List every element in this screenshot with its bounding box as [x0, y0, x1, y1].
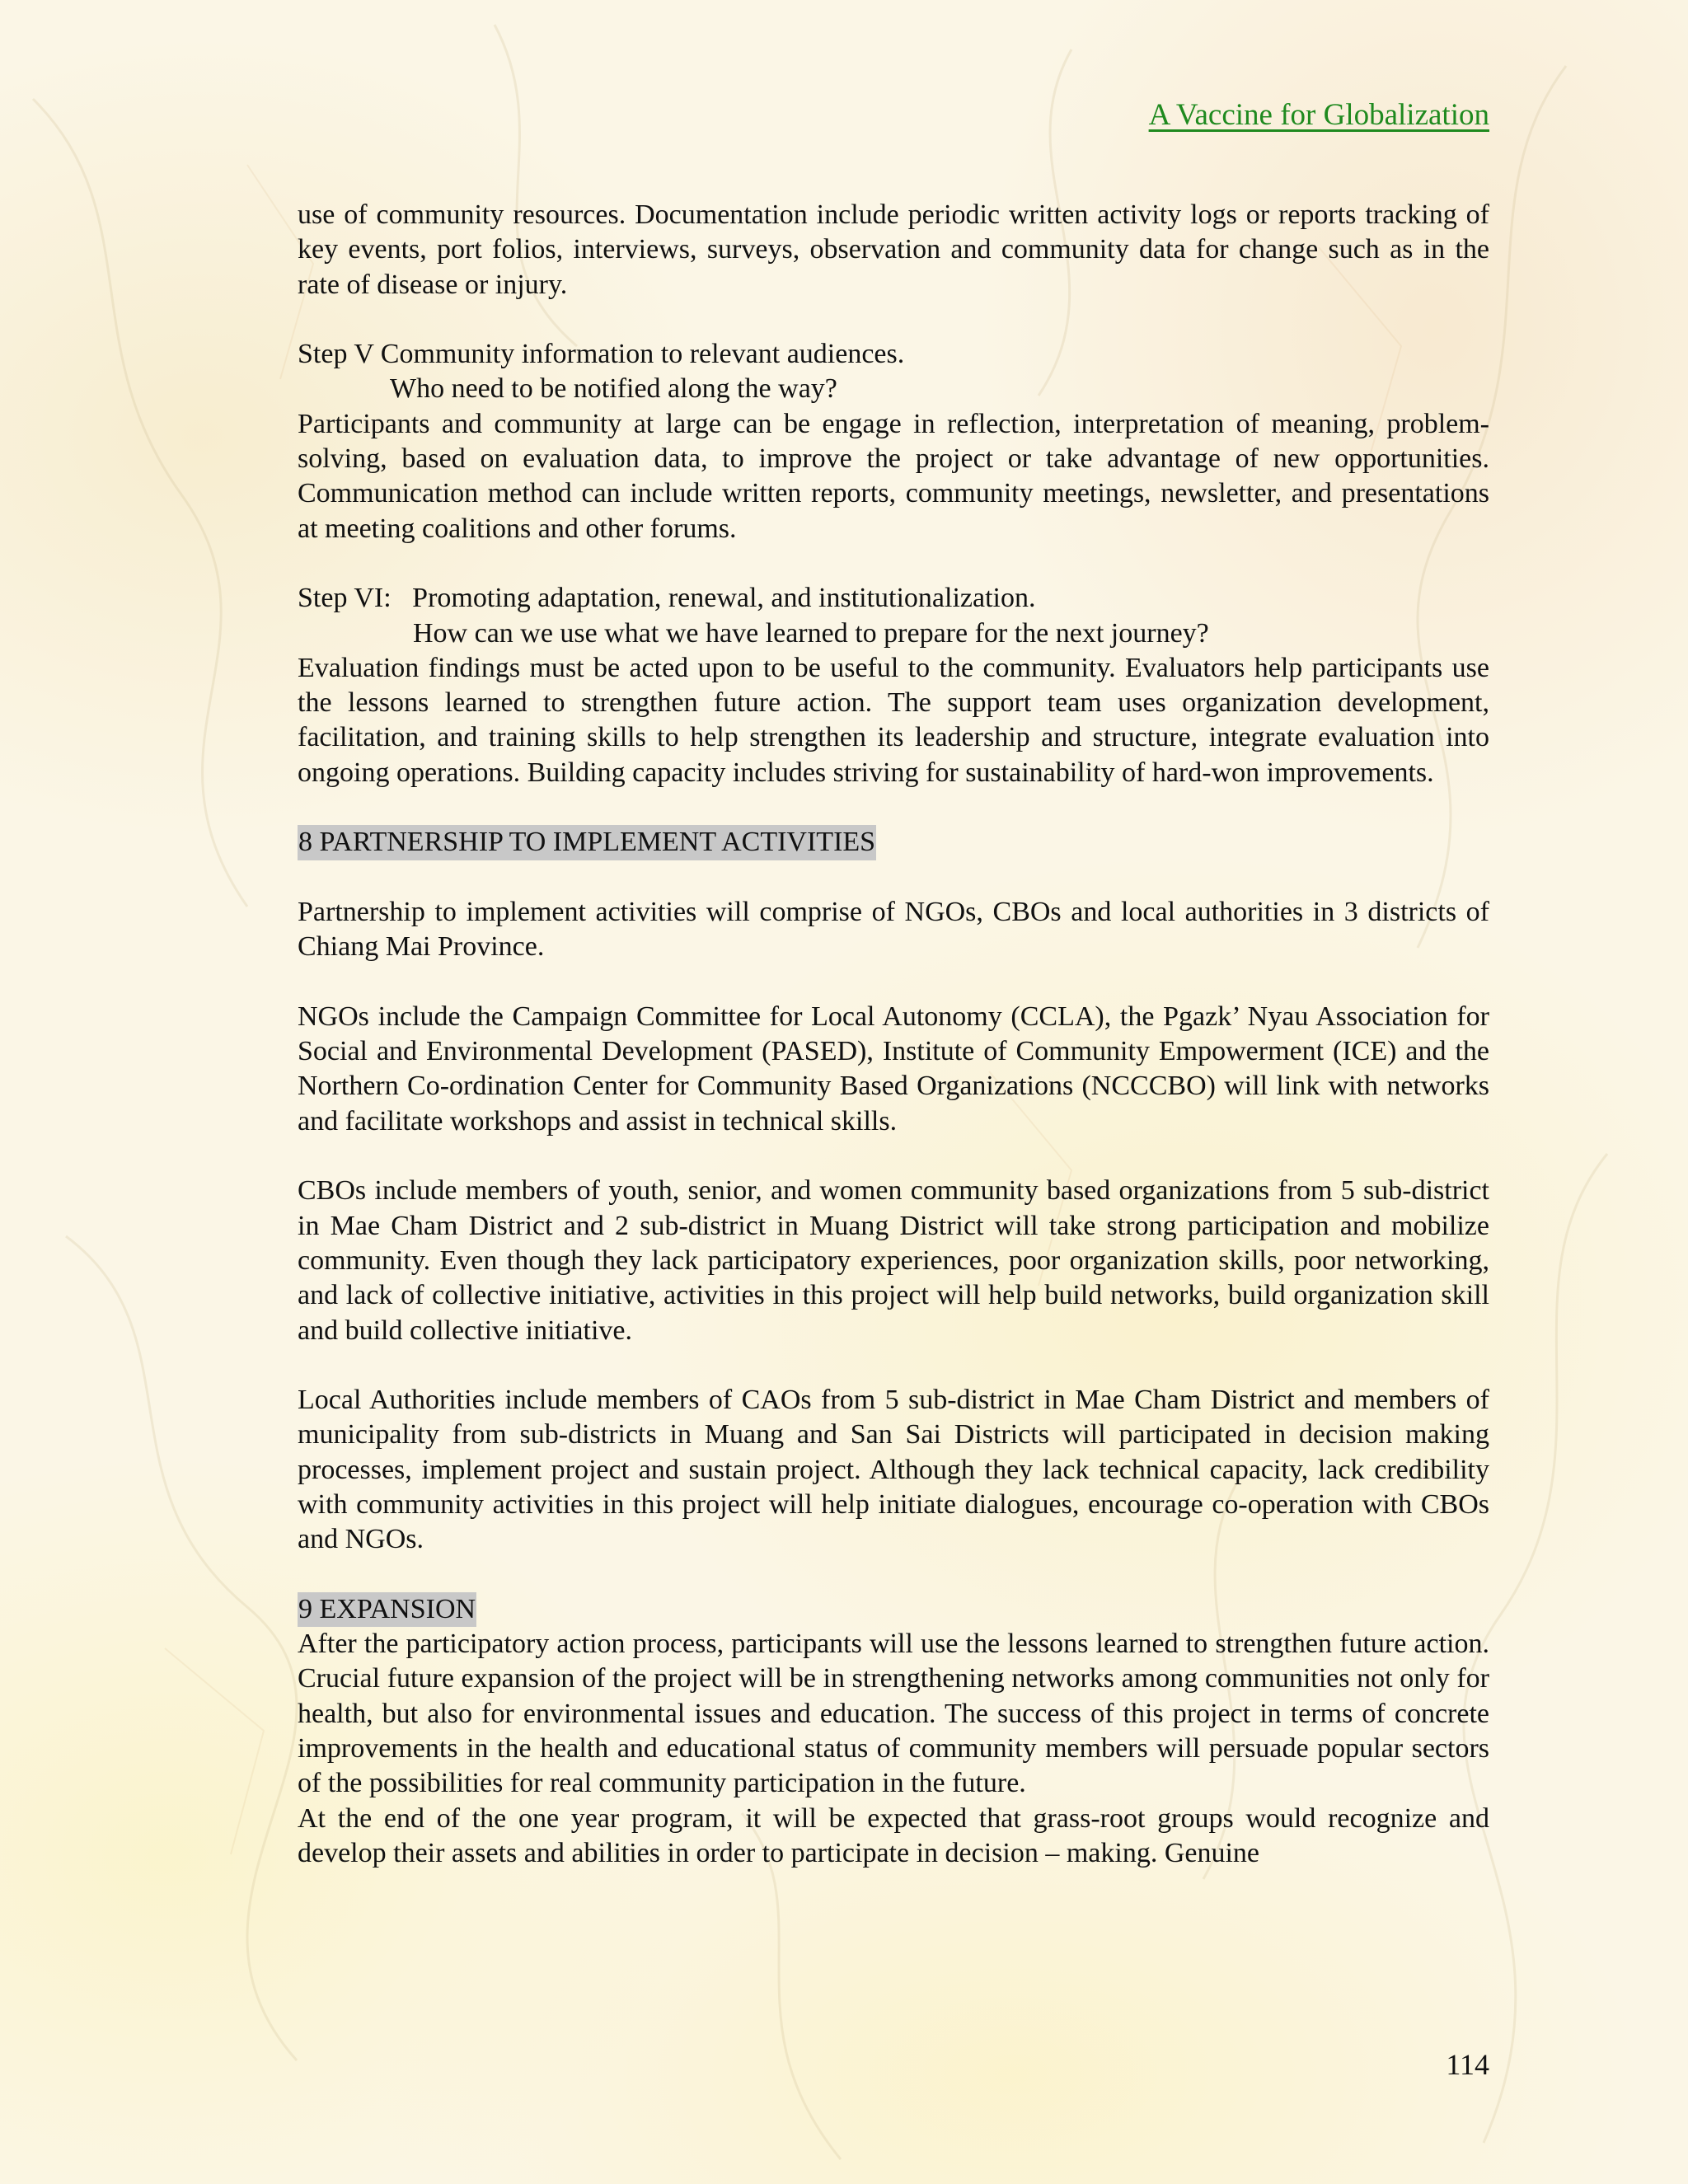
- section8-ngos-paragraph: NGOs include the Campaign Committee for Local Autonomy (CCLA), the Pgazk’ Nyau Association for Social and Environmental Development (PASED), Institute of Community Empowerment (ICE) and the Northern Co-ordination Center for Community Based Organizations (NCCCBO) will link with networks and facilitate workshops and assist in technical skills.: [298, 1001, 1489, 1137]
- step5-title: Step V Community information to relevant audiences.: [298, 339, 905, 370]
- section8-cbos-paragraph: CBOs include members of youth, senior, and women community based organizations from 5 sub-district in Mae Cham District and 2 sub-district in Muang District will take strong participation and mobilize community. Even though they lack participatory experiences, poor organization skills, poor networking, and lack of collective initiative, activities in this project will help build networks, build organization skill and build collective initiative.: [298, 1175, 1489, 1346]
- section8-heading-row: [298, 825, 1489, 860]
- running-header: A Vaccine for Globalization: [1148, 98, 1489, 132]
- section9-outcome-paragraph: At the end of the one year program, it will be expected that grass-root groups would recognize and develop their assets and abilities in order to participate in decision – making. Genuine: [298, 1802, 1489, 1868]
- section8-local-authorities-paragraph: Local Authorities include members of CAOs from 5 sub-district in Mae Cham District and members of municipality from sub-districts in Muang and San Sai Districts will participated in decision making processes, implement project and sustain project. Although they lack technical capacity, lack credibility with community activities in this project will help initiate dialogues, encourage co-operation with CBOs and NGOs.: [298, 1385, 1489, 1555]
- step6-title: Step VI: Promoting adaptation, renewal, and institutionalization.: [298, 583, 1036, 614]
- step6-question: How can we use what we have learned to prepare for the next journey?: [413, 617, 1209, 649]
- step5-question: Who need to be notified along the way?: [390, 373, 837, 405]
- section9-heading-row: [298, 1592, 1489, 1627]
- section8-heading: 8 PARTNERSHIP TO IMPLEMENT ACTIVITIES: [298, 825, 876, 860]
- section9-heading: 9 EXPANSION: [298, 1592, 476, 1627]
- page-number: 114: [1446, 2048, 1489, 2081]
- paragraph-documentation: use of community resources. Documentation include periodic written activity logs or reports tracking of key events, port folios, interviews, surveys, observation and community data for change such as in the rate of disease or injury.: [298, 199, 1489, 300]
- section8-partnership-paragraph: Partnership to implement activities will comprise of NGOs, CBOs and local authorities in 3 districts of Chiang Mai Province.: [298, 896, 1489, 963]
- step5-paragraph: Participants and community at large can be engage in reflection, interpretation of meaning, problem-solving, based on evaluation data, to improve the project or take advantage of new opportunities. Communication method can include written reports, community meetings, newsletter, and presentations at meeting coalitions and other forums.: [298, 408, 1489, 544]
- step6-paragraph: Evaluation findings must be acted upon to be useful to the community. Evaluators help participants use the lessons learned to strengthen future action. The support team uses organization development, facilitation, and training skills to help strengthen its leadership and structure, integrate evaluation into ongoing operations. Building capacity includes striving for sustainability of hard-won improvements.: [298, 652, 1489, 788]
- page-body: [298, 198, 1489, 1871]
- section9-expansion-paragraph: After the participatory action process, participants will use the lessons learned to strengthen future action. Crucial future expansion of the project will be in strengthening networks among communities not only for health, but also for environmental issues and education. The success of this project in terms of concrete improvements in the health and educational status of community members will persuade popular sectors of the possibilities for real community participation in the future.: [298, 1629, 1489, 1799]
